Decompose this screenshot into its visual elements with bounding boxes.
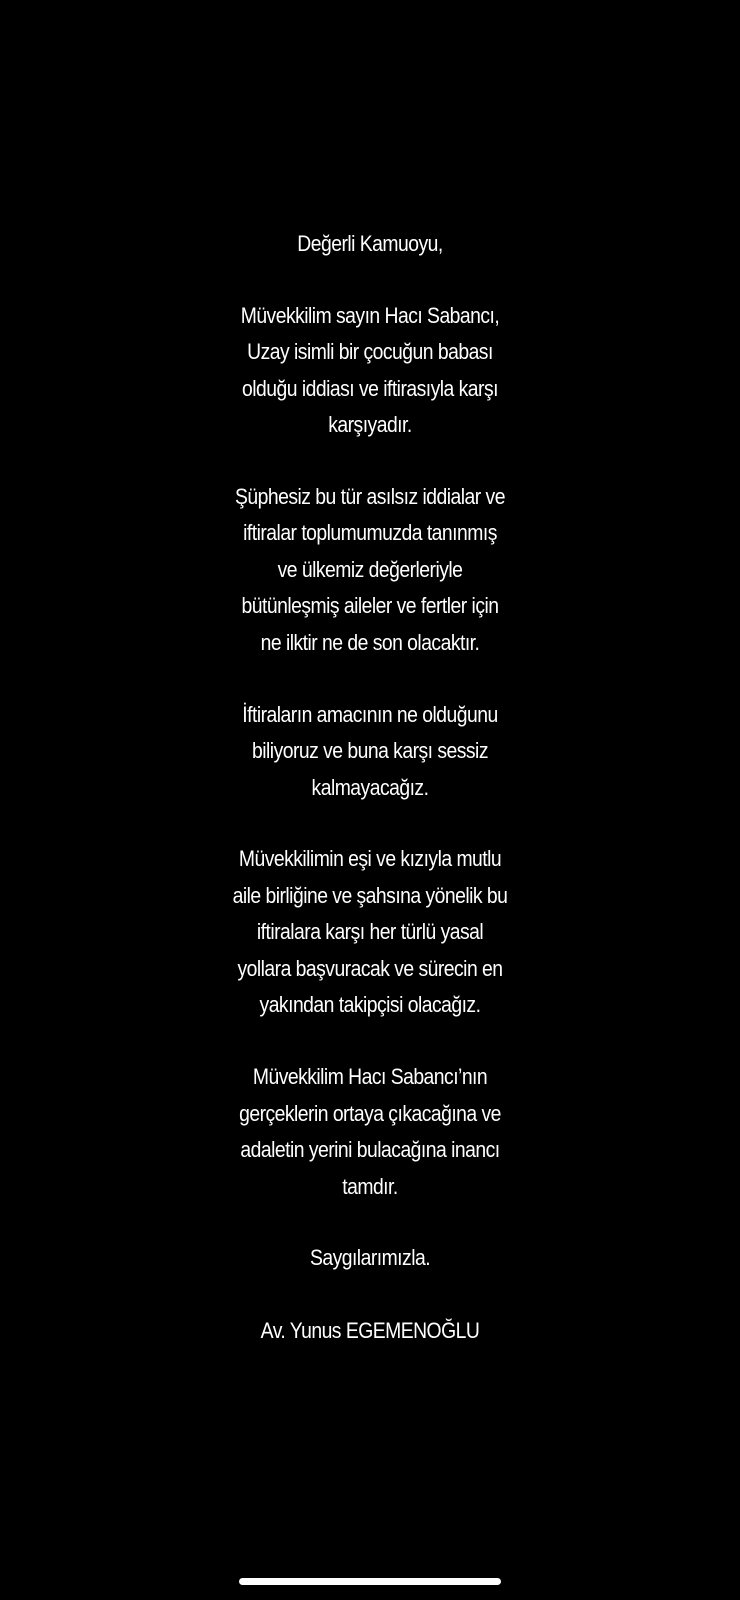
paragraph-5-line-4: tamdır.: [342, 1174, 398, 1199]
paragraph-1-line-1: Müvekkilim sayın Hacı Sabancı,: [240, 303, 500, 328]
paragraph-4-line-5: yakından takipçisi olacağız.: [259, 992, 481, 1017]
paragraph-3-line-1: İftiraların amacının ne olduğunu: [242, 702, 498, 727]
paragraph-2-line-4: bütünleşmiş aileler ve fertler için: [241, 593, 499, 618]
paragraph-2-line-2: iftiralar toplumumuzda tanınmış: [243, 520, 497, 545]
paragraph-3-line-2: biliyoruz ve buna karşı sessiz: [252, 738, 488, 763]
paragraph-4-line-2: aile birliğine ve şahsına yönelik bu: [232, 883, 508, 908]
paragraph-1-line-2: Uzay isimli bir çocuğun babası: [247, 339, 493, 364]
closing-text: Saygılarımızla.: [309, 1245, 431, 1270]
greeting-text: Değerli Kamuoyu,: [297, 231, 443, 256]
paragraph-5-line-2: gerçeklerin ortaya çıkacağına ve: [239, 1101, 501, 1126]
paragraph-2-line-3: ve ülkemiz değerleriyle: [277, 557, 463, 582]
paragraph-1-line-4: karşıyadır.: [328, 412, 412, 437]
paragraph-2-line-5: ne ilktir ne de son olacaktır.: [260, 630, 480, 655]
paragraph-4-line-3: iftiralara karşı her türlü yasal: [256, 919, 484, 944]
paragraph-4-line-1: Müvekkilimin eşi ve kızıyla mutlu: [238, 846, 502, 871]
paragraph-3-line-3: kalmayacağız.: [311, 775, 429, 800]
paragraph-4-line-4: yollara başvuracak ve sürecin en: [237, 956, 503, 981]
home-indicator-bar[interactable]: [239, 1578, 501, 1585]
paragraph-1-line-3: olduğu iddiası ve iftirasıyla karşı: [242, 376, 498, 401]
paragraph-2-line-1: Şüphesiz bu tür asılsız iddialar ve: [235, 484, 505, 509]
paragraph-5-line-1: Müvekkilim Hacı Sabancı’nın: [252, 1064, 488, 1089]
signature-text: Av. Yunus EGEMENOĞLU: [260, 1318, 480, 1343]
paragraph-5-line-3: adaletin yerini bulacağına inancı: [240, 1137, 500, 1162]
